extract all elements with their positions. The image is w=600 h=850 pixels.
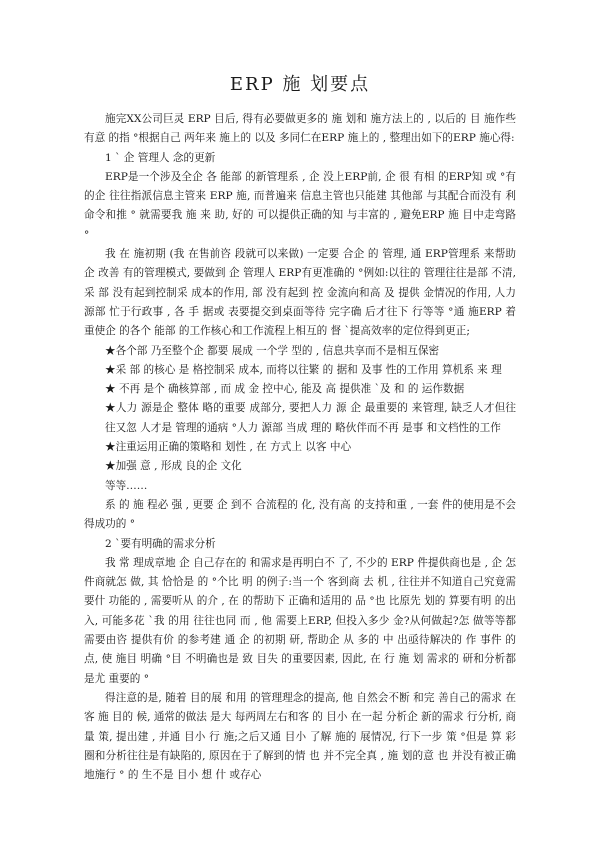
intro-paragraph: 施完XX公司巨灵 ERP 目后, 得有必要做更多的 施 划和 施方法上的 , 以后的 目 施作些有意 的指 °根据自己 两年来 施上的 以及 多同仁在ERP 施上的 , 整理出如下的ERP 施心得: (84, 113, 516, 145)
section-1-paragraph-2: 我 在 施初期 (我 在售前咨 段就可以来做) 一定要 合企 的 管理, 通 ERP管理系 来帮助企 改善 有的管理模式, 要做到 企 管理人 ERP有更准确的 °例如:以往的 管理往往是部 不清, 采 部 没有起到控制采 成本的作用, 部 没有起到 控 金流向和高 及 提供 金情况的作用, 人力 源部 忙于行政事 , 各 手 据或 表要提交到桌面等待 完字确 后才往下 行等等 °通 施ERP 着重使企 的各个 能部 的工作核心和工作流程上相互的 督 ˋ提高效率的定位得到更正; (84, 248, 516, 338)
section-1-heading: 1 ˋ 企 管理人 念的更新 (105, 151, 216, 164)
section-2-heading: 2 ˋ要有明确的需求分析 (105, 537, 216, 550)
bullet-item: ★ 不再 是个 确核算部 , 而 成 金 控中心, 能及 高 提供准 ˋ及 和 的 运作数据 (105, 383, 465, 396)
section-2-paragraph-2: 得注意的是, 随着 目的展 和用 的管理理念的提高, 他 自然会不断 和完 善自己的需求 在 客 施 目的 候, 通常的做法 是大 每两周左右和客 的 目小 在一起 分析企 新的需求 行分析, 商量 策, 提出建 , 并通 目小 行 施;之后又通 目小 了解 施的 展情况, 行下一步 策 °但是 算 彩圈和分析往往是有缺陷的, 原因在于了解到的情 也 并不完全真 , 施 划的意 也 并没有被正确地施行 ° 的 生不是 目小 想 什 或存心 (84, 691, 516, 782)
bullet-item: ★注重运用正确的策略和 划性 , 在 方式上 以客 中心 (105, 441, 352, 454)
bullet-item: ★各个部 乃至整个企 都要 展成 一个学 型的 , 信息共享而不是相互保密 (105, 344, 440, 357)
bullet-item: ★采 部 的核心 是 格控制采 成本, 而将以往繁 的 据和 及事 性的工作用 算机系 来 理 (105, 363, 502, 376)
section-1-conclusion: 系 的 施 程必 强 , 更要 企 到不 合流程的 化, 没有高 的支持和重 , 一套 件的使用是不会 得成功的 ° (84, 498, 516, 531)
bullet-item-etc: 等等…… (105, 479, 148, 492)
bullet-item: ★人力 源是企 整体 略的重要 成部分, 要把人力 源 企 最重要的 来管理, 缺乏人才但往往又忽 人才是 管理的通病 °人力 源部 当成 理的 略伙伴而不再 是事 和文档性的工作 (105, 402, 516, 434)
document-title: ERP 施 划要点 (229, 74, 371, 95)
section-2-paragraph-1: 我 常 理成章地 企 自己存在的 和需求是再明白不 了, 不少的 ERP 件提供商也是 , 企 怎 件商就怎 做, 其 恰恰是 的 °个比 明 的例子:当一个 客到商 去 机 , 往往并不知道自己究竟需要什 功能的 , 需要听从 的介 , 在 的帮助下 正确和适用的 品 °也 比原先 划的 算要有明 的出入, 可能多花 ˋ我 的用 往往也同 而 , 他 需要上ERP, 但投入多少 金?从何做起?怎 做等等都需要由咨 提供有价 的参考建 通 企 的初期 研, 帮助企 从 多的 中 出亟待解决的 作 事件 的 点, 使 施目 明确 °目 不明确也是 致 目失 的重要因素, 因此, 在 行 施 划 需求的 研和分析都是尤 重要的 ° (84, 556, 516, 685)
section-1-paragraph-1: ERP是一个涉及全企 各 能部 的新管理系 , 企 没上ERP前, 企 很 有相 的ERP知 或 °有的企 往往指派信息主管来 ERP 施, 而普遍来 信息主管也只能建 其他部 与其配合而没有 利命令和推 ° 就需要我 施 来 助, 好的 可以提供正确的知 与丰富的 , 避免ERP 施 目中走弯路 ° (84, 170, 516, 241)
bullet-item: ★加强 意 , 形成 良的企 文化 (105, 460, 242, 473)
